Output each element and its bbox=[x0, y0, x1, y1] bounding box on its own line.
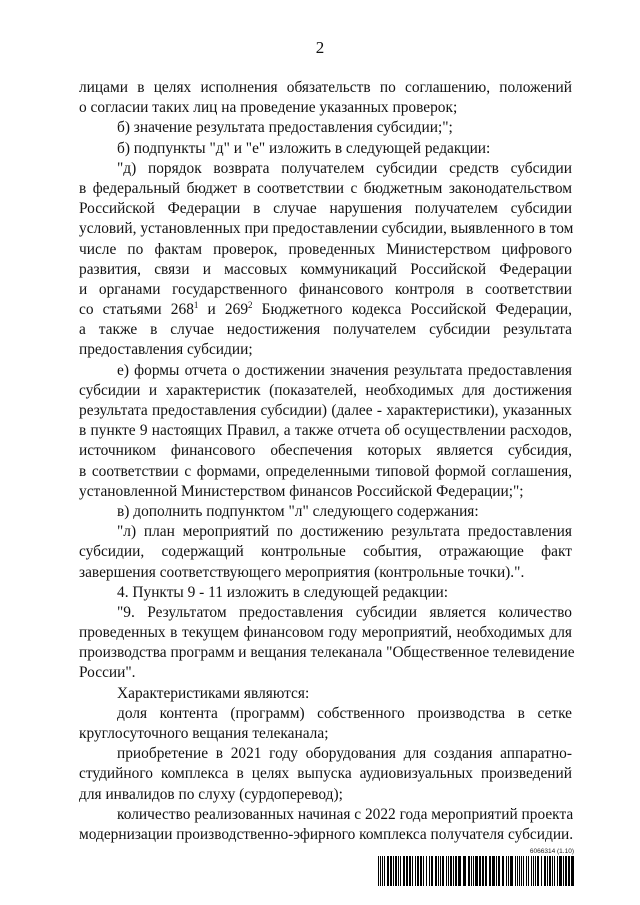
text-line: "9. Результатом предоставления субсидии является количество bbox=[117, 603, 572, 621]
text-line: предоставления субсидии; bbox=[79, 341, 253, 359]
text-line: о согласии таких лиц на проведение указанных проверок; bbox=[79, 99, 458, 117]
document-body bbox=[79, 78, 575, 845]
text-line: модернизации производственно-эфирного комплекса получателя субсидии. bbox=[79, 825, 574, 843]
text-line: круглосуточного вещания телеканала; bbox=[79, 725, 329, 742]
text-line: и органами государственного финансового контроля в соответствии bbox=[79, 280, 572, 298]
text-line: в) дополнить подпунктом "л" следующего содержания: bbox=[117, 502, 479, 520]
text-line: результата предоставления субсидии) (далее - характеристики), указанных bbox=[79, 402, 572, 419]
text-line: в федеральный бюджет в соответствии с бюджетным законодательством bbox=[79, 179, 572, 197]
text-line: числе по фактам проверок, проведенных Министерством цифрового bbox=[79, 240, 572, 258]
text-line: завершения соответствующего мероприятия (контрольные точки).". bbox=[79, 563, 525, 581]
text-line: условий, установленных при предоставлении субсидии, выявленного в том bbox=[79, 220, 574, 238]
text-line: субсидии, содержащий контрольные события, отражающие факт bbox=[79, 543, 572, 561]
line-mid: и 269 bbox=[198, 301, 249, 319]
text-line: доля контента (программ) собственного производства в сетке bbox=[117, 704, 572, 722]
barcode-image bbox=[378, 856, 574, 886]
text-line: развития, связи и массовых коммуникаций Российской Федерации bbox=[79, 260, 572, 278]
text-line: установленной Министерством финансов Российской Федерации;"; bbox=[79, 482, 524, 500]
document-footer bbox=[378, 848, 574, 888]
text-line: "д) порядок возврата получателем субсидии средств субсидии bbox=[117, 159, 572, 177]
text-line: е) формы отчета о достижении значения результата предоставления bbox=[117, 361, 572, 379]
text-line: Характеристиками являются: bbox=[117, 684, 310, 702]
text-line: б) подпункты "д" и "е" изложить в следующей редакции: bbox=[117, 139, 491, 157]
text-line: проведенных в текущем финансовом году мероприятий, необходимых для bbox=[79, 624, 572, 642]
text-line: студийного комплекса в целях выпуска аудиовизуальных произведений bbox=[79, 765, 572, 783]
line-tail: Бюджетного кодекса Российской Федерации, bbox=[252, 301, 572, 319]
text-line: лицами в целях исполнения обязательств по соглашению, положений bbox=[79, 79, 572, 96]
superscript: 1 bbox=[193, 300, 199, 311]
text-line: 4. Пункты 9 - 11 изложить в следующей редакции: bbox=[117, 583, 449, 601]
text-line: источником финансового обеспечения которых является субсидия, bbox=[79, 442, 572, 460]
text-line: б) значение результата предоставления субсидии;"; bbox=[117, 119, 453, 137]
superscript: 2 bbox=[248, 300, 253, 311]
text-line: для инвалидов по слуху (сурдоперевод); bbox=[79, 785, 343, 803]
text-line: производства программ и вещания телеканала "Общественное телевидение bbox=[79, 644, 575, 662]
text-line: в пункте 9 настоящих Правил, а также отчета об осуществлении расходов, bbox=[79, 422, 572, 440]
line-start: со статьями 268 bbox=[79, 301, 194, 319]
text-line: в соответствии с формами, определенными типовой формой соглашения, bbox=[79, 462, 572, 480]
text-line: приобретение в 2021 году оборудования для создания аппаратно- bbox=[117, 745, 572, 763]
document-code: 6066314 (1.10) bbox=[529, 848, 574, 855]
text-line: субсидии и характеристик (показателей, необходимых для достижения bbox=[79, 381, 572, 399]
text-line: количество реализованных начиная с 2022 года мероприятий проекта bbox=[117, 805, 574, 823]
text-line: "л) план мероприятий по достижению результата предоставления bbox=[117, 523, 572, 541]
page-number: 2 bbox=[315, 38, 325, 57]
text-line: России". bbox=[79, 664, 136, 682]
text-line-with-superscripts bbox=[79, 300, 572, 320]
text-line: Российской Федерации в случае нарушения получателем субсидии bbox=[79, 200, 572, 218]
text-line: а также в случае недостижения получателем субсидии результата bbox=[79, 321, 572, 339]
